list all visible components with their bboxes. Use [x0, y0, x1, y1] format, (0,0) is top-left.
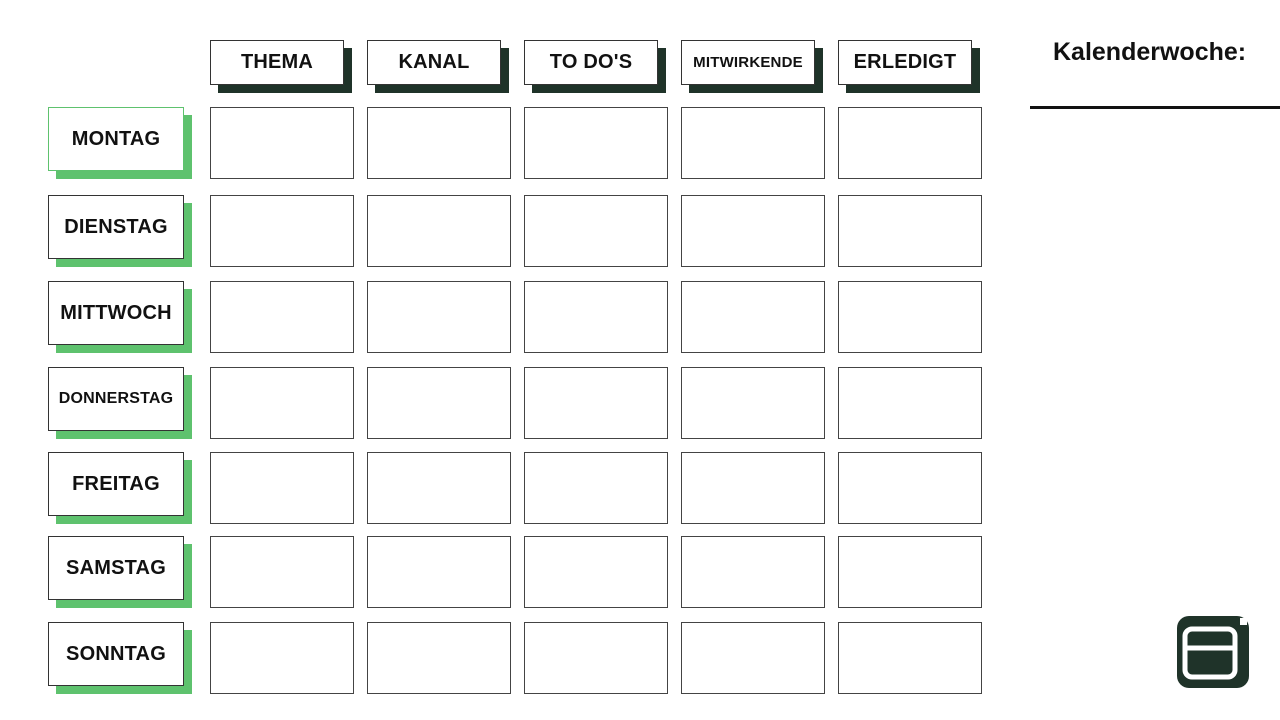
planner-cell[interactable] [681, 452, 825, 524]
planner-cell[interactable] [367, 195, 511, 267]
planner-cell[interactable] [681, 536, 825, 608]
planner-cell[interactable] [367, 622, 511, 694]
planner-cell[interactable] [210, 622, 354, 694]
planner-cell[interactable] [681, 281, 825, 353]
column-header-thema: THEMA [210, 40, 344, 85]
day-label-montag: MONTAG [48, 107, 184, 171]
day-label-sonntag: SONNTAG [48, 622, 184, 686]
planner-cell[interactable] [210, 195, 354, 267]
planner-cell[interactable] [681, 367, 825, 439]
column-header-kanal: KANAL [367, 40, 501, 85]
planner-cell[interactable] [681, 195, 825, 267]
week-input-line[interactable] [1030, 106, 1280, 109]
planner-cell[interactable] [838, 536, 982, 608]
planner-cell[interactable] [681, 622, 825, 694]
planner-cell[interactable] [524, 281, 668, 353]
planner-cell[interactable] [838, 452, 982, 524]
planner-cell[interactable] [838, 195, 982, 267]
planner-cell[interactable] [367, 367, 511, 439]
planner-cell[interactable] [524, 107, 668, 179]
planner-cell[interactable] [838, 622, 982, 694]
planner-cell[interactable] [524, 452, 668, 524]
planner-cell[interactable] [367, 536, 511, 608]
planner-cell[interactable] [367, 452, 511, 524]
day-label-freitag: FREITAG [48, 452, 184, 516]
brand-logo-icon [1176, 615, 1250, 689]
planner-cell[interactable] [524, 367, 668, 439]
column-header-erledigt: ERLEDIGT [838, 40, 972, 85]
planner-cell[interactable] [210, 281, 354, 353]
planner-cell[interactable] [210, 107, 354, 179]
planner-cell[interactable] [367, 107, 511, 179]
day-label-dienstag: DIENSTAG [48, 195, 184, 259]
planner-cell[interactable] [838, 281, 982, 353]
planner-cell[interactable] [681, 107, 825, 179]
day-label-samstag: SAMSTAG [48, 536, 184, 600]
week-label: Kalenderwoche: [1053, 38, 1247, 66]
day-label-mittwoch: MITTWOCH [48, 281, 184, 345]
column-header-mitwirkende: MITWIRKENDE [681, 40, 815, 85]
day-label-donnerstag: DONNERSTAG [48, 367, 184, 431]
planner-cell[interactable] [524, 536, 668, 608]
planner-cell[interactable] [210, 536, 354, 608]
planner-cell[interactable] [210, 367, 354, 439]
planner-cell[interactable] [838, 367, 982, 439]
column-header-todos: TO DO'S [524, 40, 658, 85]
planner-cell[interactable] [524, 195, 668, 267]
planner-cell[interactable] [367, 281, 511, 353]
planner-cell[interactable] [838, 107, 982, 179]
planner-cell[interactable] [524, 622, 668, 694]
planner-cell[interactable] [210, 452, 354, 524]
